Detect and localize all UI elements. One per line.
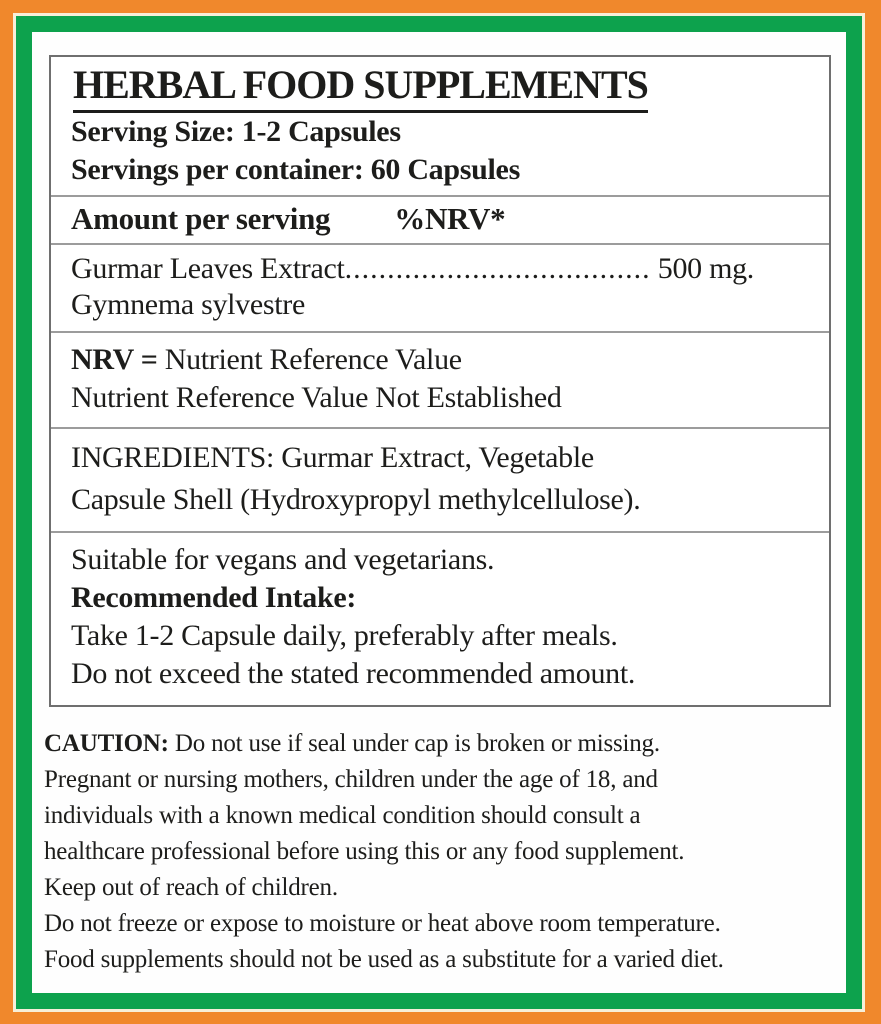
nrv-definition-text: Nutrient Reference Value: [164, 342, 462, 376]
recommended-intake-heading: Recommended Intake:: [71, 580, 357, 614]
nrv-column-header: %NRV*: [394, 200, 506, 236]
ingredients-line-2: Capsule Shell (Hydroxypropyl methylcellulose).: [71, 482, 641, 516]
ingredients-section: [51, 427, 829, 531]
vegan-suitability-line: Suitable for vegans and vegetarians.: [71, 542, 495, 576]
caution-block: [44, 726, 846, 978]
nutrient-name: Gurmar Leaves Extract: [71, 251, 345, 285]
nrv-definition-section: [51, 331, 829, 427]
title-row: [71, 63, 809, 113]
intake-warning-line: Do not exceed the stated recommended amount.: [71, 656, 636, 690]
nutrient-row: [71, 251, 809, 287]
caution-line-1: [44, 726, 846, 762]
botanical-name-line: Gymnema sylvestre: [71, 287, 306, 321]
intake-instruction-line: Take 1-2 Capsule daily, preferably after meals.: [71, 618, 618, 652]
nutrient-section: [51, 243, 829, 331]
nrv-not-established-line: Nutrient Reference Value Not Established: [71, 380, 562, 414]
serving-size-line: Serving Size: 1-2 Capsules: [71, 114, 401, 148]
caution-line-4: healthcare professional before using this or any food supplement.: [44, 838, 685, 865]
caution-seal-warning: Do not use if seal under cap is broken or missing.: [174, 730, 660, 757]
cream-pinstripe-border: [13, 13, 865, 1012]
caution-heading: CAUTION:: [44, 730, 169, 757]
supplement-facts-box: [49, 55, 831, 707]
nutrient-amount: 500 mg.: [657, 251, 755, 285]
caution-line-2: Pregnant or nursing mothers, children under the age of 18, and: [44, 766, 658, 793]
dot-leader: ....................................: [344, 251, 651, 285]
header-section: [51, 57, 829, 195]
caution-line-7: Food supplements should not be used as a substitute for a varied diet.: [44, 946, 724, 973]
caution-line-3: individuals with a known medical condition should consult a: [44, 802, 641, 829]
amount-header-row: [51, 195, 829, 243]
usage-section: [51, 531, 829, 705]
nrv-definition-line: [71, 341, 809, 379]
label-title: HERBAL FOOD SUPPLEMENTS: [73, 63, 648, 113]
caution-line-5: Keep out of reach of children.: [44, 874, 338, 901]
nrv-abbr: NRV =: [71, 342, 158, 376]
amount-per-serving-header: Amount per serving: [71, 200, 331, 236]
green-border: [16, 16, 862, 1009]
ingredients-line-1: INGREDIENTS: Gurmar Extract, Vegetable: [71, 440, 594, 474]
servings-per-container-line: Servings per container: 60 Capsules: [71, 152, 520, 186]
caution-line-6: Do not freeze or expose to moisture or heat above room temperature.: [44, 910, 721, 937]
label-content-area: [32, 32, 846, 993]
